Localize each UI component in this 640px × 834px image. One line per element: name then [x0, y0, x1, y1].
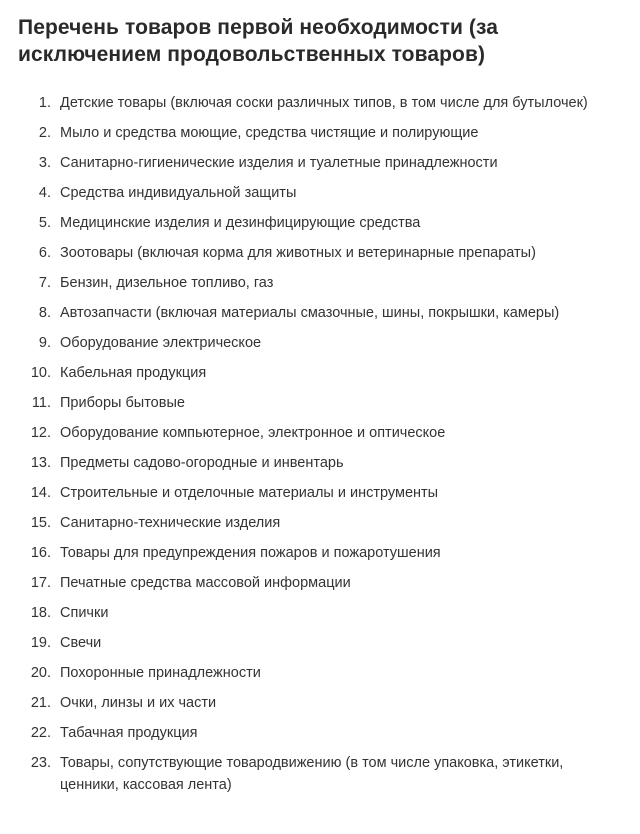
item-number: 22. [30, 725, 51, 741]
item-number: 14. [30, 485, 51, 501]
item-number: 10. [30, 365, 51, 381]
goods-list [18, 92, 624, 796]
item-text: Оборудование электрическое [60, 335, 262, 351]
item-number: 18. [30, 605, 51, 621]
list-item [18, 302, 624, 324]
list-item [18, 332, 624, 354]
list-item [18, 92, 624, 114]
list-item [18, 422, 624, 444]
list-item [18, 752, 624, 796]
item-text: Оборудование компьютерное, электронное и оптическое [60, 425, 446, 441]
item-number: 17. [30, 575, 51, 591]
item-number: 15. [30, 515, 51, 531]
item-text: Табачная продукция [60, 725, 198, 741]
list-item [18, 602, 624, 624]
list-item [18, 692, 624, 714]
page-title: Перечень товаров первой необходимости (за исключением продовольственных товаров) [18, 16, 499, 66]
list-item [18, 632, 624, 654]
item-number: 1. [38, 95, 51, 111]
item-number: 4. [38, 185, 51, 201]
item-text: Автозапчасти (включая материалы смазочные, шины, покрышки, камеры) [60, 305, 560, 321]
item-text: Мыло и средства моющие, средства чистящие и полирующие [60, 125, 479, 141]
item-text: Спички [60, 605, 109, 621]
item-number: 2. [38, 125, 51, 141]
item-text: Свечи [60, 635, 102, 651]
item-text: Строительные и отделочные материалы и инструменты [60, 485, 439, 501]
list-item [18, 182, 624, 204]
item-text: Зоотовары (включая корма для животных и ветеринарные препараты) [60, 245, 536, 261]
item-text: Детские товары (включая соски различных типов, в том числе для бутылочек) [60, 95, 588, 111]
list-item [18, 392, 624, 414]
item-text: Печатные средства массовой информации [60, 575, 351, 591]
item-number: 8. [38, 305, 51, 321]
list-item [18, 662, 624, 684]
list-item [18, 152, 624, 174]
item-number: 21. [30, 695, 51, 711]
item-text: Кабельная продукция [60, 365, 207, 381]
item-number: 6. [38, 245, 51, 261]
item-number: 13. [30, 455, 51, 471]
item-number: 11. [31, 395, 51, 411]
item-text: Товары для предупреждения пожаров и пожаротушения [60, 545, 441, 561]
list-item [18, 512, 624, 534]
item-number: 12. [30, 425, 51, 441]
list-item [18, 362, 624, 384]
item-text: Предметы садово-огородные и инвентарь [60, 455, 344, 471]
item-text: Медицинские изделия и дезинфицирующие средства [60, 215, 421, 231]
list-item [18, 542, 624, 564]
item-text: Товары, сопутствующие товародвижению (в том числе упаковка, этикетки, ценники, кассовая лента) [60, 755, 564, 793]
item-number: 20. [30, 665, 51, 681]
item-text: Санитарно-гигиенические изделия и туалетные принадлежности [60, 155, 498, 171]
list-item [18, 212, 624, 234]
item-text: Средства индивидуальной защиты [60, 185, 297, 201]
item-number: 7. [38, 275, 51, 291]
list-item [18, 482, 624, 504]
item-text: Приборы бытовые [60, 395, 185, 411]
item-number: 16. [30, 545, 51, 561]
item-text: Похоронные принадлежности [60, 665, 261, 681]
list-item [18, 452, 624, 474]
item-number: 9. [38, 335, 51, 351]
item-number: 3. [38, 155, 51, 171]
list-item [18, 272, 624, 294]
list-item [18, 722, 624, 744]
list-item [18, 122, 624, 144]
item-number: 23. [30, 755, 51, 771]
item-text: Бензин, дизельное топливо, газ [60, 275, 274, 291]
item-number: 5. [38, 215, 51, 231]
item-number: 19. [30, 635, 51, 651]
item-text: Санитарно-технические изделия [60, 515, 281, 531]
list-item [18, 242, 624, 264]
list-item [18, 572, 624, 594]
item-text: Очки, линзы и их части [60, 695, 217, 711]
